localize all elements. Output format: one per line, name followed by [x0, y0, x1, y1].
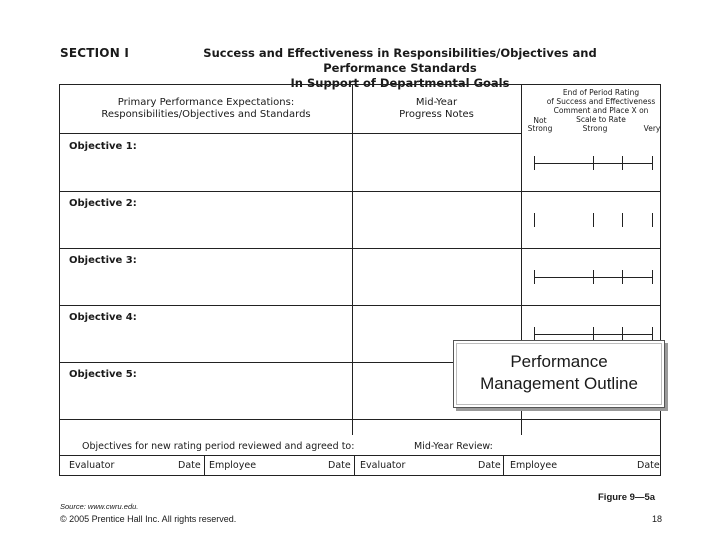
copyright-notice: © 2005 Prentice Hall Inc. All rights reserved.	[60, 514, 237, 524]
signature-row-top	[60, 455, 660, 456]
objective-1-label: Objective 1:	[69, 141, 137, 152]
row-divider-1	[60, 191, 660, 192]
row-divider-3	[60, 305, 660, 306]
objective-4-label: Objective 4:	[69, 312, 137, 323]
evaluator-label: Evaluator	[69, 460, 115, 471]
title-callout	[453, 340, 665, 408]
sig-divider-3	[503, 455, 504, 476]
rating-tick	[652, 156, 653, 170]
rating-tick	[622, 327, 623, 341]
callout-line1: Performance	[510, 352, 608, 371]
rating-tick	[622, 156, 623, 170]
midyear-review-label: Mid-Year Review:	[414, 441, 493, 452]
date-label: Date	[478, 460, 501, 471]
objective-3-label: Objective 3:	[69, 255, 137, 266]
page-number: 18	[652, 514, 663, 524]
sig-divider-1	[204, 455, 205, 476]
section-title-line1: Success and Effectiveness in Responsibilities/Objectives and Performance Standards	[203, 46, 597, 75]
sig-divider-2	[354, 455, 355, 476]
section-title-line2: In Support of Departmental Goals	[290, 76, 510, 90]
rating-tick	[622, 213, 623, 227]
col2-header-line1: Mid-Year	[415, 97, 458, 108]
rating-tick	[593, 270, 594, 284]
agreement-label: Objectives for new rating period reviewed and agreed to:	[82, 441, 355, 452]
date-label: Date	[637, 460, 660, 471]
col1-header-line1: Primary Performance Expectations:	[117, 97, 295, 108]
row-divider-5	[60, 419, 660, 420]
row-divider-2	[60, 248, 660, 249]
rating-tick	[534, 213, 535, 227]
rating-tick	[593, 327, 594, 341]
scale-label-mid: Strong	[582, 124, 608, 133]
rating-header-line1: End of Period Rating	[562, 88, 640, 97]
col2-header	[352, 97, 521, 121]
scale-label-high: Very	[643, 124, 661, 133]
employee-label: Employee	[209, 460, 257, 471]
section-label: SECTION I	[60, 46, 129, 60]
callout-line2: Management Outline	[480, 374, 638, 393]
rating-header-line3: Comment and Place X on	[553, 106, 649, 115]
rating-header-line4: Scale to Rate	[576, 115, 626, 124]
scale-label-low-line2: Strong	[527, 124, 553, 133]
rating-tick	[534, 270, 535, 284]
scale-label-low-line1: Not	[533, 116, 547, 125]
rating-tick	[652, 327, 653, 341]
rating-header-line2: of Success and Effectiveness	[546, 97, 656, 106]
divider-col1	[352, 85, 353, 435]
objective-5-label: Objective 5:	[69, 369, 137, 380]
objective-2-label: Objective 2:	[69, 198, 137, 209]
performance-form	[59, 84, 661, 476]
rating-tick	[593, 156, 594, 170]
employee-label: Employee	[510, 460, 558, 471]
col1-header	[60, 97, 352, 121]
rating-tick	[593, 213, 594, 227]
rating-tick	[652, 213, 653, 227]
figure-label: Figure 9—5a	[598, 492, 656, 503]
source-note: Source: www.cwru.edu.	[60, 502, 139, 511]
date-label: Date	[178, 460, 201, 471]
col1-header-line2: Responsibilities/Objectives and Standards	[101, 109, 311, 120]
rating-tick	[622, 270, 623, 284]
evaluator-label: Evaluator	[360, 460, 406, 471]
rating-tick	[652, 270, 653, 284]
header-divider	[60, 133, 522, 134]
col2-header-line2: Progress Notes	[399, 109, 474, 120]
scale-label-low	[523, 117, 557, 133]
date-label: Date	[328, 460, 351, 471]
rating-tick	[534, 156, 535, 170]
rating-tick	[534, 327, 535, 341]
